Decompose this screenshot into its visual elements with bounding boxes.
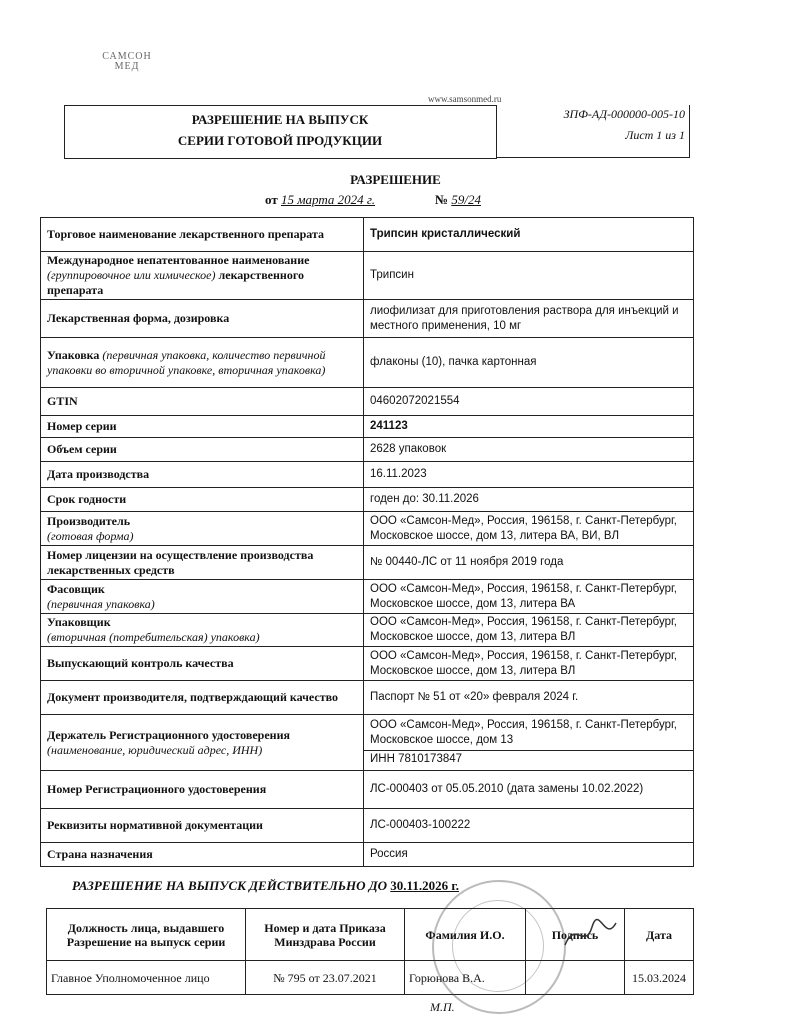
- row-value: Россия: [364, 843, 694, 867]
- header-date: Дата: [625, 909, 694, 961]
- header-title-line2: СЕРИИ ГОТОВОЙ ПРОДУКЦИИ: [177, 133, 383, 148]
- table-row: [41, 681, 694, 715]
- row-label: Номер Регистрационного удостоверения: [41, 771, 364, 809]
- row-value: лиофилизат для приготовления раствора для инъекций и местного применения, 10 мг: [364, 300, 694, 338]
- row-label: Номер лицензии на осуществление производства лекарственных средств: [41, 546, 364, 580]
- table-row: [41, 416, 694, 438]
- table-row: [41, 512, 694, 546]
- row-value: ЛС-000403 от 05.05.2010 (дата замены 10.02.2022): [364, 771, 694, 809]
- row-label: Торговое наименование лекарственного препарата: [41, 218, 364, 252]
- document-number: 59/24: [451, 192, 481, 207]
- header-order: Номер и дата Приказа Минздрава России: [246, 909, 405, 961]
- header-signature: Подпись: [526, 909, 625, 961]
- table-row: [41, 614, 694, 647]
- cell-order: № 795 от 23.07.2021: [246, 961, 405, 995]
- row-label: Держатель Регистрационного удостоверения (наименование, юридический адрес, ИНН): [41, 715, 364, 771]
- document-title: РАЗРЕШЕНИЕ: [350, 172, 441, 187]
- row-label: Страна назначения: [41, 843, 364, 867]
- company-logo: [96, 52, 158, 72]
- signature-row: [47, 961, 694, 995]
- row-label: Упаковщик (вторичная (потребительская) упаковка): [41, 614, 364, 647]
- row-label: Фасовщик (первичная упаковка): [41, 580, 364, 614]
- cell-position: Главное Уполномоченное лицо: [47, 961, 246, 995]
- number-prefix: №: [435, 192, 449, 207]
- cell-date: 15.03.2024: [625, 961, 694, 995]
- cell-name: Горюнова В.А.: [405, 961, 526, 995]
- row-label: Номер серии: [41, 416, 364, 438]
- logo-line2: МЕД: [114, 61, 140, 72]
- seal-place-label: М.П.: [430, 1000, 455, 1014]
- sheet-number: Лист 1 из 1: [625, 128, 685, 142]
- header-title-line1: РАЗРЕШЕНИЕ НА ВЫПУСК: [191, 112, 369, 127]
- validity-date: 30.11.2026 г.: [390, 878, 460, 893]
- document-date: 15 марта 2024 г.: [280, 192, 376, 207]
- row-value: ООО «Самсон-Мед», Россия, 196158, г. Санкт-Петербург, Московское шоссе, дом 13, литера ВА, ВИ, ВЛ: [364, 512, 694, 546]
- row-value: № 00440-ЛС от 11 ноября 2019 года: [364, 546, 694, 580]
- validity-statement: [72, 878, 459, 894]
- row-label: Объем серии: [41, 438, 364, 462]
- table-row: [41, 488, 694, 512]
- logo-line1: САМСОН: [102, 51, 152, 62]
- row-label: Упаковка (первичная упаковка, количество первичной упаковки во вторичной упаковке, вторичная упаковка): [41, 338, 364, 388]
- row-label: Дата производства: [41, 462, 364, 488]
- table-row: [41, 218, 694, 252]
- row-value: Трипсин кристаллический: [364, 218, 694, 252]
- validity-text: РАЗРЕШЕНИЕ НА ВЫПУСК ДЕЙСТВИТЕЛЬНО ДО: [72, 878, 388, 893]
- table-row: [41, 647, 694, 681]
- row-label: Срок годности: [41, 488, 364, 512]
- row-label: Производитель (готовая форма): [41, 512, 364, 546]
- website-url: www.samsonmed.ru: [428, 94, 502, 104]
- release-details-table: [40, 217, 694, 867]
- table-row: [41, 546, 694, 580]
- header-name: Фамилия И.О.: [405, 909, 526, 961]
- table-row: [41, 462, 694, 488]
- document-date-line: [265, 192, 375, 208]
- row-value: 04602072021554: [364, 388, 694, 416]
- row-label: Международное непатентованное наименование (группировочное или химическое) лекарственного препарата: [41, 252, 364, 300]
- table-row: [41, 338, 694, 388]
- table-row: [41, 438, 694, 462]
- table-row: [41, 809, 694, 843]
- table-row: [41, 300, 694, 338]
- row-label: Реквизиты нормативной документации: [41, 809, 364, 843]
- company-stamp-inner: [452, 900, 544, 992]
- document-code: ЗПФ-АД-000000-005-10: [563, 107, 685, 121]
- row-value: 241123: [364, 416, 694, 438]
- row-label: Документ производителя, подтверждающий качество: [41, 681, 364, 715]
- row-value: ООО «Самсон-Мед», Россия, 196158, г. Санкт-Петербург, Московское шоссе, дом 13 ИНН 7810173847: [364, 715, 694, 771]
- date-prefix: от: [265, 192, 278, 207]
- document-number-line: [435, 192, 481, 208]
- table-row: [41, 252, 694, 300]
- row-value: ООО «Самсон-Мед», Россия, 196158, г. Санкт-Петербург, Московское шоссе, дом 13, литера ВА: [364, 580, 694, 614]
- row-label: Лекарственная форма, дозировка: [41, 300, 364, 338]
- row-value: годен до: 30.11.2026: [364, 488, 694, 512]
- table-row: [41, 715, 694, 771]
- row-value: ЛС-000403-100222: [364, 809, 694, 843]
- row-label: Выпускающий контроль качества: [41, 647, 364, 681]
- row-value: 2628 упаковок: [364, 438, 694, 462]
- row-value: Трипсин: [364, 252, 694, 300]
- table-row: [41, 580, 694, 614]
- row-value: Паспорт № 51 от «20» февраля 2024 г.: [364, 681, 694, 715]
- row-value: ООО «Самсон-Мед», Россия, 196158, г. Санкт-Петербург, Московское шоссе, дом 13, литера ВЛ: [364, 647, 694, 681]
- table-row: [41, 771, 694, 809]
- row-value: ООО «Самсон-Мед», Россия, 196158, г. Санкт-Петербург, Московское шоссе, дом 13, литера ВЛ: [364, 614, 694, 647]
- row-value: 16.11.2023: [364, 462, 694, 488]
- row-value: флаконы (10), пачка картонная: [364, 338, 694, 388]
- table-row: [41, 843, 694, 867]
- row-label: GTIN: [41, 388, 364, 416]
- header-position: Должность лица, выдавшего Разрешение на выпуск серии: [47, 909, 246, 961]
- table-row: [41, 388, 694, 416]
- handwritten-signature: [560, 915, 620, 955]
